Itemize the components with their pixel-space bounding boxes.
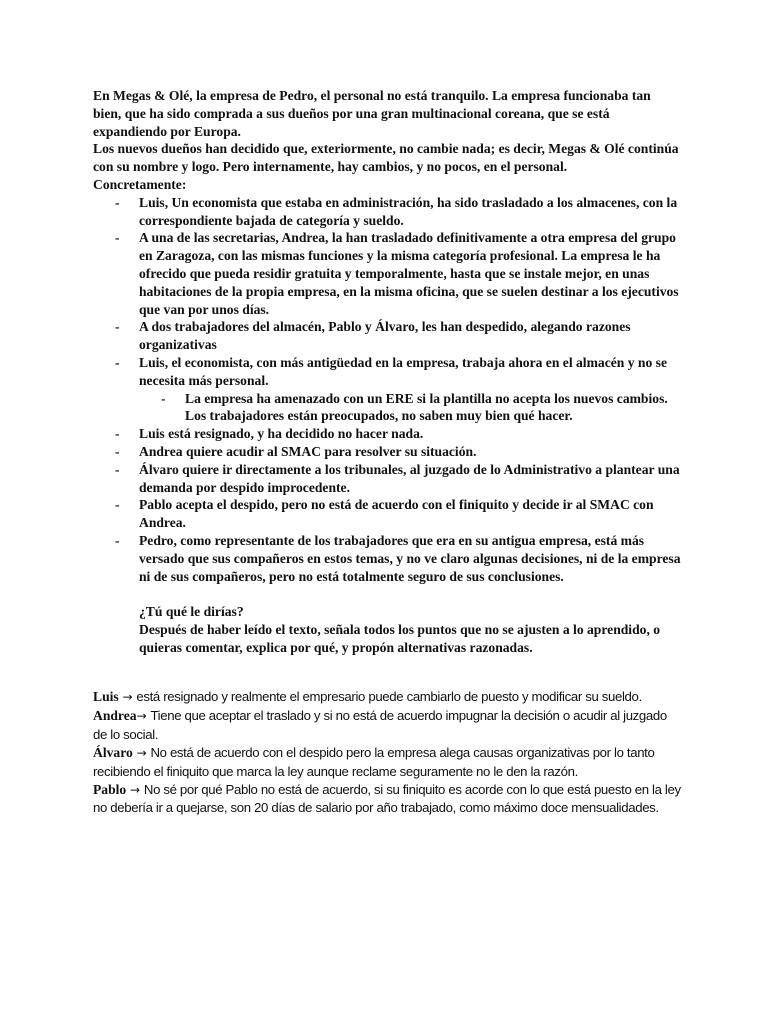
situation-list bbox=[93, 194, 681, 586]
list-item-text: Pablo acepta el despido, pero no está de acuerdo con el finiquito y decide ir al SMAC con Andrea. bbox=[139, 497, 654, 531]
answer-text: No sé por qué Pablo no está de acuerdo, si su finiquito es acorde con lo que está puesto en la ley no debería ir a quejarse, son 20 días de salario por año trabajado, como máximo doce mensualidades. bbox=[93, 781, 681, 816]
list-dash: - bbox=[115, 354, 120, 370]
answer-alvaro bbox=[93, 744, 683, 781]
list-item bbox=[93, 496, 681, 532]
answer-andrea bbox=[93, 707, 683, 744]
arrow-icon: → bbox=[118, 690, 137, 704]
answer-text: No está de acuerdo con el despido pero la empresa alega causas organizativas por lo tanto recibiendo el finiquito que marca la ley aunque reclame seguramente no le den la razón. bbox=[93, 744, 655, 779]
answers-section bbox=[93, 688, 683, 817]
list-item bbox=[93, 194, 681, 230]
arrow-icon: → bbox=[126, 782, 144, 797]
arrow-icon: → bbox=[136, 708, 151, 723]
list-dash: - bbox=[115, 194, 120, 210]
list-dash: - bbox=[115, 319, 120, 335]
answer-luis bbox=[93, 688, 683, 707]
intro-paragraph-2: Los nuevos dueños han decidido que, exteriormente, no cambie nada; es decir, Megas & Olé continúa con su nombre y logo. Pero internamente, hay cambios, y no pocos, en el personal. bbox=[93, 141, 679, 175]
question-title: ¿Tú qué le dirías? bbox=[139, 604, 244, 620]
list-item bbox=[93, 354, 681, 390]
list-item bbox=[93, 532, 681, 585]
answer-name: Luis bbox=[93, 689, 119, 704]
list-item bbox=[93, 318, 681, 354]
list-item-text: Pedro, como representante de los trabajadores que era en su antigua empresa, está más versado que sus compañeros en estos temas, y no ve claro algunas decisiones, ni de la empresa ni de sus compañeros, pero no está totalmente seguro de sus conclusiones. bbox=[139, 532, 681, 584]
question-block bbox=[93, 603, 681, 656]
intro-paragraph-1: En Megas & Olé, la empresa de Pedro, el personal no está tranquilo. La empresa funcionaba tan bien, que ha sido comprada a sus dueños por una gran multinacional coreana, que se está expandiendo por Europa. bbox=[93, 88, 651, 139]
case-statement bbox=[93, 87, 681, 657]
list-dash: - bbox=[115, 443, 120, 459]
arrow-icon: → bbox=[132, 745, 151, 760]
list-item-text: Andrea quiere acudir al SMAC para resolver su situación. bbox=[139, 443, 477, 459]
list-item-text: Luis está resignado, y ha decidido no hacer nada. bbox=[139, 426, 424, 442]
list-dash: - bbox=[115, 426, 120, 442]
list-item-text: Luis, Un economista que estaba en administración, ha sido trasladado a los almacenes, con la correspondiente bajada de categoría y sueldo. bbox=[139, 194, 678, 228]
list-dash: - bbox=[115, 230, 120, 246]
answer-name: Álvaro bbox=[93, 744, 133, 760]
list-item-text: Álvaro quiere ir directamente a los tribunales, al juzgado de lo Administrativo a plantear una demanda por despido improcedente. bbox=[139, 461, 680, 495]
list-dash: - bbox=[115, 497, 120, 513]
answer-name: Andrea bbox=[93, 707, 137, 723]
list-item bbox=[93, 461, 681, 497]
answer-pablo bbox=[93, 781, 683, 818]
list-item-text: A una de las secretarias, Andrea, la han trasladado definitivamente a otra empresa del grupo en Zaragoza, con las mismas funciones y la misma categoría profesional. La empresa le ha ofrecido que pueda residir gratuita y temporalmente, hasta que se instale mejor, en unas habitaciones de la propia empresa, en la misma oficina, que se suelen destinar a los ejecutivos que van por unos días. bbox=[139, 230, 679, 317]
intro-paragraph-3: Concretamente: bbox=[93, 176, 187, 192]
list-dash: - bbox=[115, 532, 120, 548]
list-item-text: Luis, el economista, con más antigüedad en la empresa, trabaja ahora en el almacén y no se necesita más personal. bbox=[139, 354, 667, 388]
list-item bbox=[93, 425, 681, 443]
list-dash: - bbox=[161, 390, 166, 406]
answer-text: está resignado y realmente el empresario puede cambiarlo de puesto y modificar su sueldo. bbox=[136, 689, 642, 704]
answer-text: Tiene que aceptar el traslado y si no está de acuerdo impugnar la decisión o acudir al juzgado de lo social. bbox=[93, 707, 667, 742]
sub-list-item-text: La empresa ha amenazado con un ERE si la plantilla no acepta los nuevos cambios. Los trabajadores están preocupados, no saben muy bien qué hacer. bbox=[185, 390, 668, 424]
list-item-text: A dos trabajadores del almacén, Pablo y Álvaro, les han despedido, alegando razones organizativas bbox=[139, 319, 631, 353]
list-dash: - bbox=[115, 461, 120, 477]
list-item bbox=[93, 443, 681, 461]
question-body: Después de haber leído el texto, señala todos los puntos que no se ajusten a lo aprendido, o quieras comentar, explica por qué, y propón alternativas razonadas. bbox=[139, 622, 661, 655]
answer-name: Pablo bbox=[93, 781, 127, 797]
sub-list-item bbox=[93, 390, 681, 426]
list-item bbox=[93, 229, 681, 318]
